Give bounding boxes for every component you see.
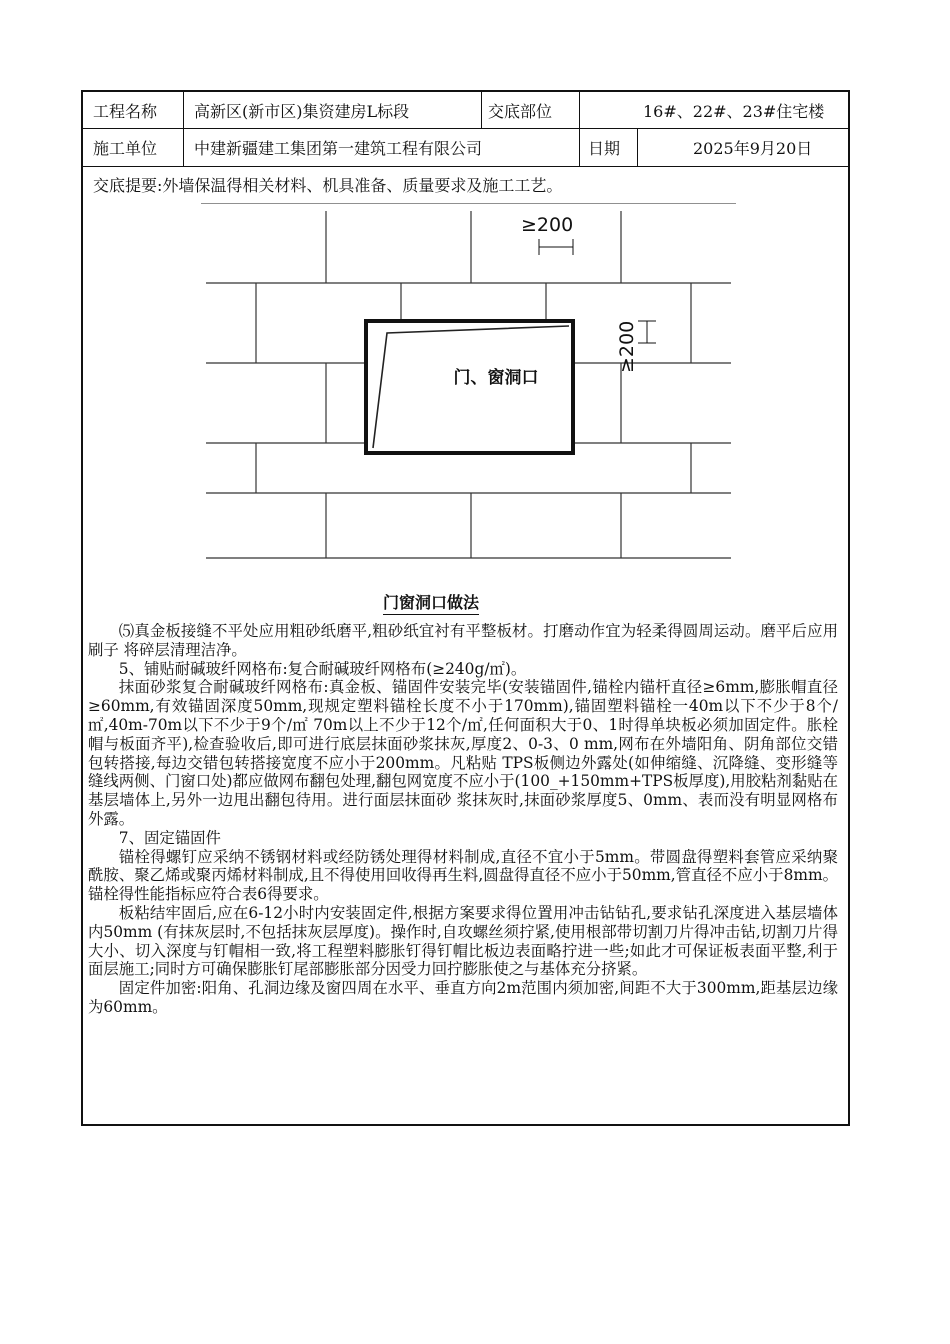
date-label: 日期	[588, 139, 621, 158]
paragraph-board-joint-sanding: ⑸真金板接缝不平处应用粗砂纸磨平,粗砂纸宜衬有平整板材。打磨动作宜为轻柔得圆周运动。磨平后应用刷子 将碎层清理洁净。	[88, 622, 838, 659]
paragraph-anchor-installation: 板粘结牢固后,应在6-12小时内安装固定件,根据方案要求得位置用冲击钻钻孔,要求钻孔深度进入基层墙体内50mm (有抹灰层时,不包括抹灰层厚度)。操作时,自攻螺丝须拧紧,使用根部带切割刀片得冲击钻,切割刀片得大小、切入深度与钉帽相一致,将工程塑料膨胀钉得钉帽比板边表面略拧进一些;如此才可保证板表面平整,利于面层施工;同时方可确保膨胀钉尾部膨胀部分因受力回拧膨胀使之与基体充分挤紧。	[88, 903, 838, 979]
paragraph-anchor-heading: 7、固定锚固件	[118, 828, 221, 847]
paragraph-anchor-densification: 固定件加密:阳角、孔洞边缘及窗四周在水平、垂直方向2m范围内须加密,间距不大于300mm,距基层边缘为60mm。	[88, 979, 838, 1016]
header-row-1	[83, 92, 848, 129]
date-value: 2025年9月20日	[693, 139, 813, 158]
summary-row	[83, 167, 848, 201]
location-value: 16#、22#、23#住宅楼	[643, 101, 825, 121]
location-label: 交底部位	[488, 101, 553, 121]
project-name-value: 高新区(新市区)集资建房L标段	[194, 101, 410, 121]
paragraph-anchor-material: 锚栓得螺钉应采纳不锈钢材料或经防锈处理得材料制成,直径不宜小于5mm。带圆盘得塑料套管应采纳聚酰胺、聚乙烯或聚丙烯材料制成,且不得使用回收得再生料,圆盘得直径不应小于50mm,管直径不应小于8mm。锚栓得性能指标应符合表6得要求。	[88, 847, 838, 904]
disclosure-summary: 交底提要:外墙保温得相关材料、机具准备、质量要求及施工工艺。	[93, 175, 563, 195]
disclosure-form	[81, 90, 850, 1126]
construction-unit-value: 中建新疆建工集团第一建筑工程有限公司	[194, 139, 483, 158]
dimension-side: ≥200	[616, 320, 638, 373]
opening-label: 门、窗洞口	[453, 368, 539, 388]
header-row-2	[83, 129, 848, 167]
disclosure-body	[83, 622, 843, 1017]
door-window-opening-diagram	[201, 203, 736, 618]
paragraph-mesh-plastering: 抹面砂浆复合耐碱玻纤网格布:真金板、锚固件安装完毕(安装锚固件,锚栓内锚杆直径≥6mm,膨胀帽直径≥60mm,有效锚固深度50mm,现规定塑料锚栓长度不小于170mm),锚固塑料锚栓一40m以下不少于8个/㎡,40m-70m以下不少于9个/㎡ 70m以上不少于12个/㎡,任何面积大于0、1时得单块板必须加固定件。胀栓帽与板面齐平),检查验收后,即可进行底层抹面砂浆抹灰,厚度2、0-3、0 mm,网布在外墙阳角、阴角部位交错包转搭接,每边交错包转搭接宽度不应小于200mm。凡粘贴 TPS板侧边外露处(如伸缩缝、沉降缝、变形缝等缝线两侧、门窗口处)都应做网布翻包处理,翻包网宽度不应小于(100_+150mm+TPS板厚度),用胶粘剂黏贴在基层墙体上,另外一边甩出翻包待用。进行面层抹面砂 浆抹灰时,抹面砂浆厚度5、0mm、表而没有明显网格布外露。	[88, 678, 838, 828]
project-name-label: 工程名称	[93, 101, 158, 121]
construction-unit-label: 施工单位	[93, 139, 158, 158]
dimension-top: ≥200	[521, 214, 574, 236]
figure-caption: 门窗洞口做法	[383, 590, 479, 615]
paragraph-mesh-heading: 5、铺贴耐碱玻纤网格布:复合耐碱玻纤网格布(≥240g/㎡)。	[118, 659, 527, 678]
